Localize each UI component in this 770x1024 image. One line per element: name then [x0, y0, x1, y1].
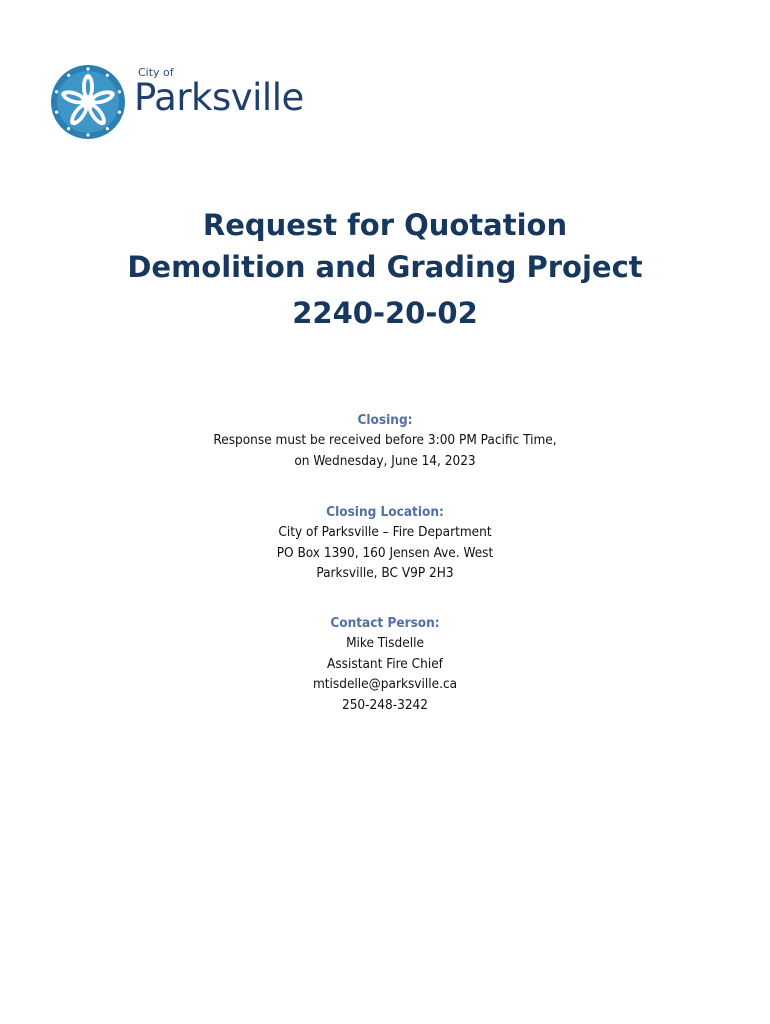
closing-heading: Closing: [357, 412, 413, 428]
document-title [0, 204, 770, 334]
city-logo [50, 62, 320, 142]
project-number: 2240-20-02 [292, 296, 478, 330]
logo-city-of-text: City of [138, 66, 174, 79]
contact-email: mtisdelle@parksville.ca [312, 676, 458, 692]
contact-section [0, 613, 770, 715]
closing-section [0, 410, 770, 471]
contact-name: Mike Tisdelle [346, 635, 424, 651]
location-line: Parksville, BC V9P 2H3 [316, 565, 454, 581]
location-line: PO Box 1390, 160 Jensen Ave. West [276, 544, 494, 561]
closing-location-heading: Closing Location: [326, 504, 444, 520]
sand-dollar-icon [50, 64, 126, 140]
logo-wordmark: Parksville [134, 76, 304, 119]
title-line-2: Demolition and Grading Project [127, 250, 643, 284]
closing-line: on Wednesday, June 14, 2023 [294, 452, 476, 469]
closing-line: Response must be received before 3:00 PM Pacific Time, [213, 432, 557, 448]
closing-location-section [0, 502, 770, 584]
title-line-1: Request for Quotation [202, 208, 568, 242]
contact-heading: Contact Person: [330, 615, 440, 631]
contact-title: Assistant Fire Chief [327, 655, 443, 672]
location-line: City of Parksville – Fire Department [278, 524, 492, 540]
contact-phone: 250-248-3242 [341, 696, 429, 713]
